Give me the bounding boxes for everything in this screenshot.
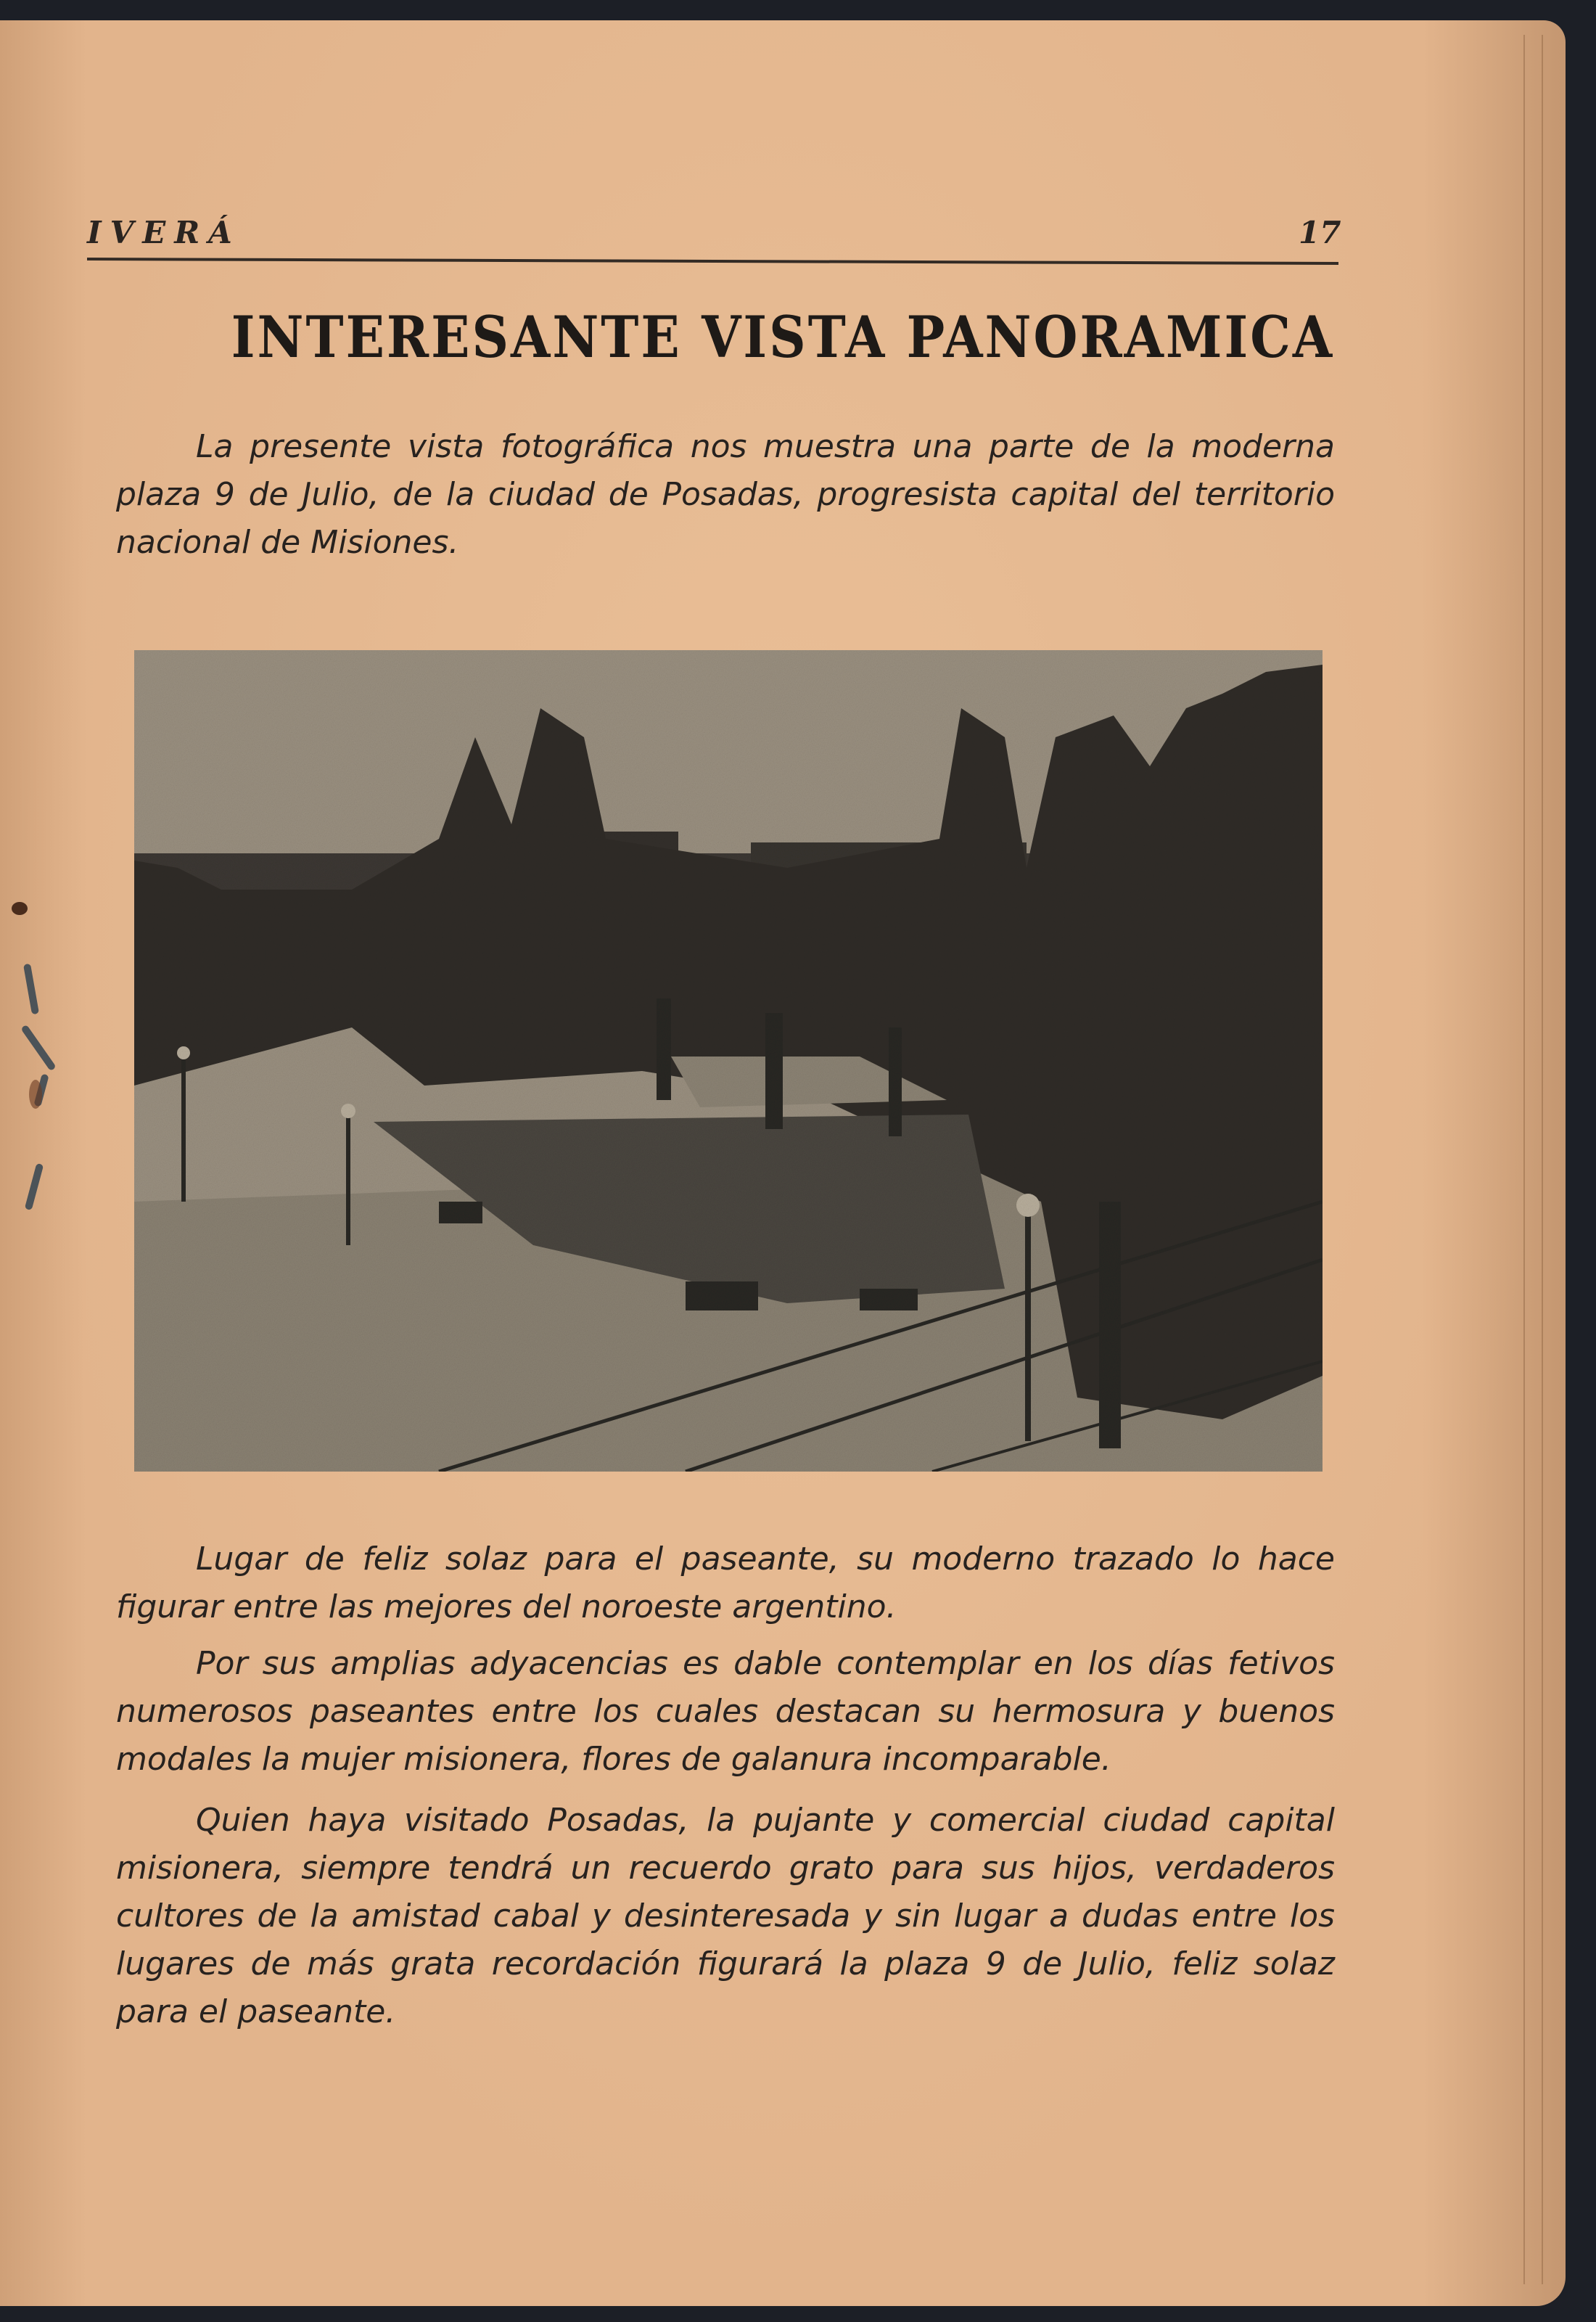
staple bbox=[20, 1025, 56, 1072]
running-head: IVERÁ bbox=[87, 215, 241, 250]
plaza-photograph bbox=[134, 650, 1323, 1472]
article-title: INTERESANTE VISTA PANORAMICA bbox=[231, 303, 1335, 371]
staple bbox=[23, 964, 39, 1015]
ink-spot bbox=[29, 1080, 42, 1109]
body-paragraph bbox=[116, 1535, 1335, 1631]
body-paragraph bbox=[116, 1640, 1335, 1784]
intro-paragraph bbox=[116, 423, 1335, 567]
page-number: 17 bbox=[1299, 215, 1341, 250]
body-paragraph bbox=[116, 1797, 1335, 2036]
paragraph-text: Por sus amplias adyacencias es dable contemplar en los días fetivos numerosos paseantes entre los cuales destacan su hermosura y buenos modales la mujer misionera, flores de galanura incomparable. bbox=[116, 1645, 1335, 1778]
ink-spot bbox=[12, 902, 28, 915]
page-edge-line bbox=[1542, 35, 1543, 2284]
photograph-icon bbox=[134, 650, 1323, 1472]
paragraph-text: Lugar de feliz solaz para el paseante, su moderno trazado lo hace figurar entre las mejores del noroeste argentino. bbox=[116, 1541, 1335, 1625]
staple bbox=[25, 1163, 44, 1210]
magazine-page bbox=[0, 20, 1566, 2306]
page-edge-line bbox=[1523, 35, 1525, 2284]
intro-text: La presente vista fotográfica nos muestra una parte de la moderna plaza 9 de Julio, de la ciudad de Posadas, progresista capital del territorio nacional de Misiones. bbox=[116, 428, 1335, 561]
header-rule bbox=[87, 258, 1338, 265]
paragraph-text: Quien haya visitado Posadas, la pujante y comercial ciudad capital misionera, siempre tendrá un recuerdo grato para sus hijos, verdaderos cultores de la amistad cabal y desinteresada y sin lugar a dudas entre los lugares de más grata recordación figurará la plaza 9 de Julio, feliz solaz para el paseante. bbox=[116, 1802, 1335, 2030]
